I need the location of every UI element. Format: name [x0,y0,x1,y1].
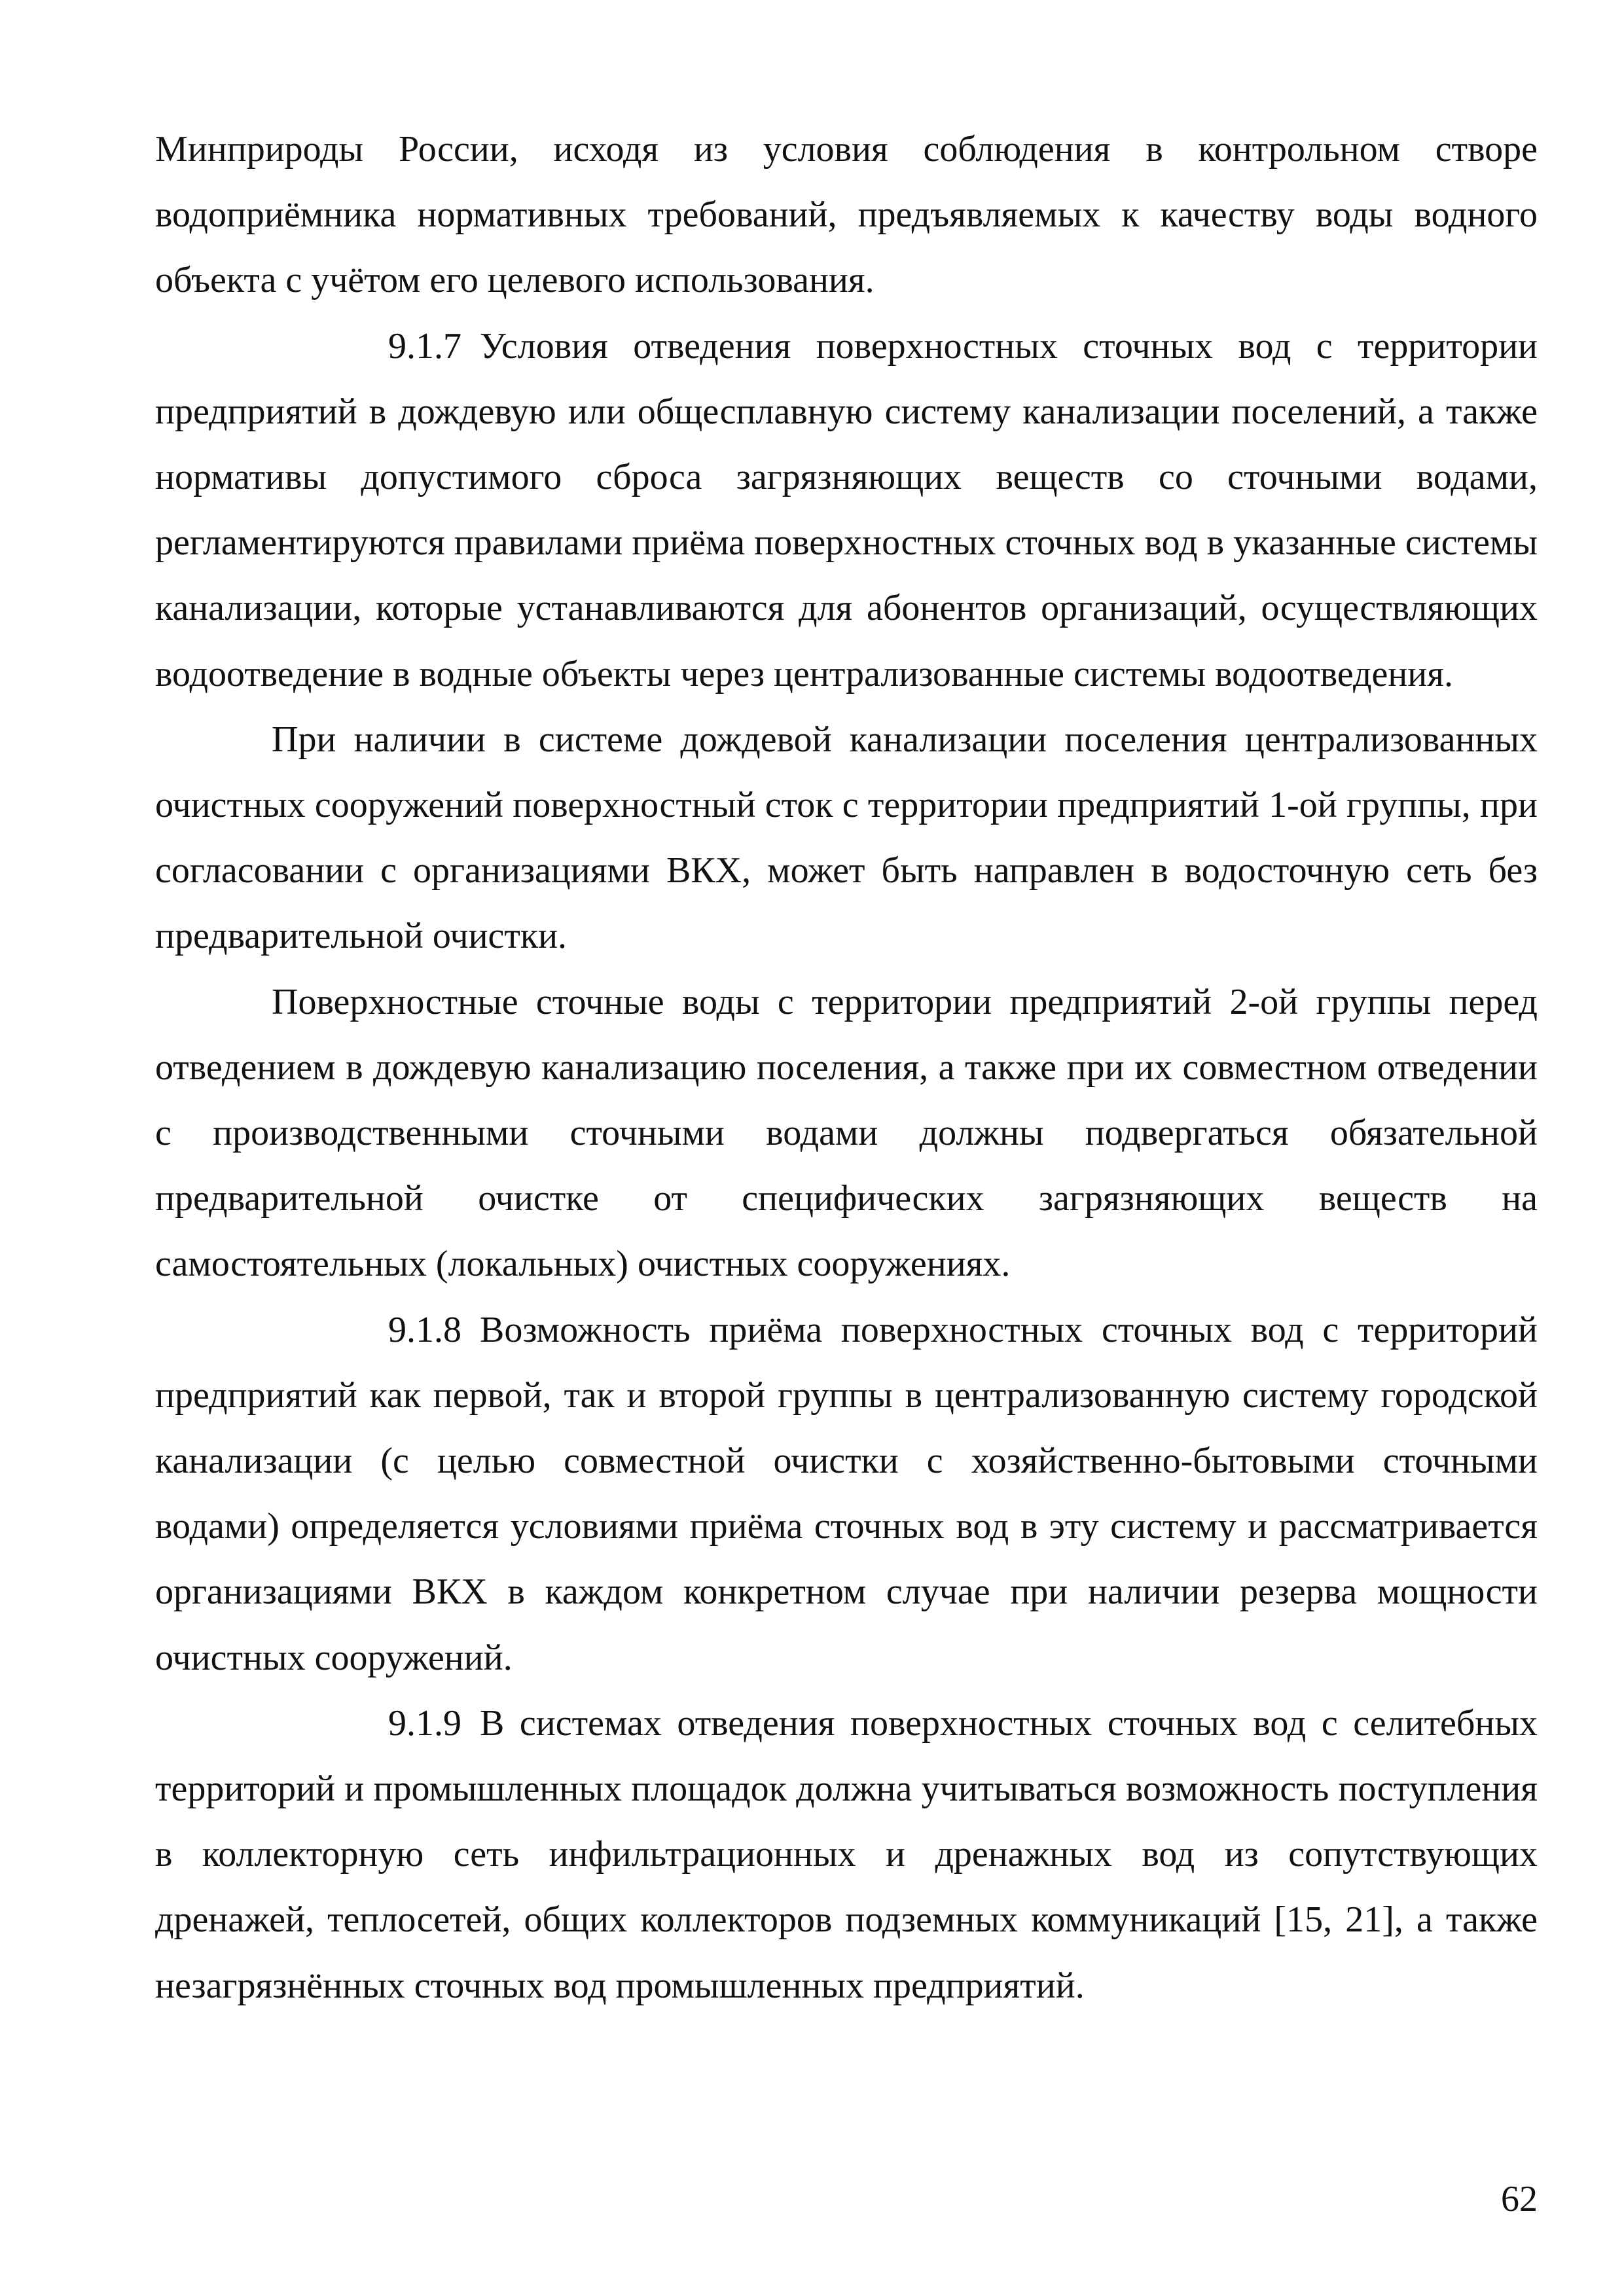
section-number: 9.1.7 [388,325,461,367]
page-number: 62 [1501,2179,1538,2219]
paragraph-centralized-treatment [155,707,1538,969]
section-number: 9.1.9 [388,1702,461,1744]
paragraph-text: Минприроды России, исходя из условия соблюдения в контрольном створе водоприёмника нормативных требований, предъявляемых к качеству воды водного объекта с учётом его целевого использования. [155,129,1538,301]
paragraph-group-2 [155,969,1538,1297]
document-body [155,117,1538,2018]
section-number: 9.1.8 [388,1309,461,1350]
paragraph-text: Поверхностные сточные воды с территории предприятий 2-ой группы перед отведением в дождевую канализацию поселения, а также при их совместном отведении с производственными сточными водами должны подвергаться обязательной предварительной очистке от специфических загрязняющих веществ на самостоятельных (локальных) очистных сооружениях. [155,981,1538,1285]
paragraph-text: Возможность приёма поверхностных сточных вод с территорий предприятий как первой, так и второй группы в централизованную систему городской канализации (с целью совместной очистки с хозяйственно-бытовыми сточными водами) определяется условиями приёма сточных вод в эту систему и рассматривается организациями ВКХ в каждом конкретном случае при наличии резерва мощности очистных сооружений. [155,1309,1538,1678]
paragraph-text: В системах отведения поверхностных сточных вод с селитебных территорий и промышленных площадок должна учитываться возможность поступления в коллекторную сеть инфильтрационных и дренажных вод из сопутствующих дренажей, теплосетей, общих коллекторов подземных коммуникаций [15, 21], а также незагрязнённых сточных вод промышленных предприятий. [155,1702,1538,2006]
paragraph-text: При наличии в системе дождевой канализации поселения централизованных очистных сооружений поверхностный сток с территории предприятий 1-ой группы, при согласовании с организациями ВКХ, может быть направлен в водосточную сеть без предварительной очистки. [155,719,1538,957]
paragraph-9-1-9 [155,1691,1538,2018]
paragraph-text: Условия отведения поверхностных сточных вод с территории предприятий в дождевую или общесплавную систему канализации поселений, а также нормативы допустимого сброса загрязняющих веществ со сточными водами, регламентируются правилами приёма поверхностных сточных вод в указанные системы канализации, которые устанавливаются для абонентов организаций, осуществляющих водоотведение в водные объекты через централизованные системы водоотведения. [155,325,1538,694]
paragraph-9-1-7 [155,314,1538,707]
paragraph-9-1-8 [155,1297,1538,1691]
paragraph-continuation [155,117,1538,314]
